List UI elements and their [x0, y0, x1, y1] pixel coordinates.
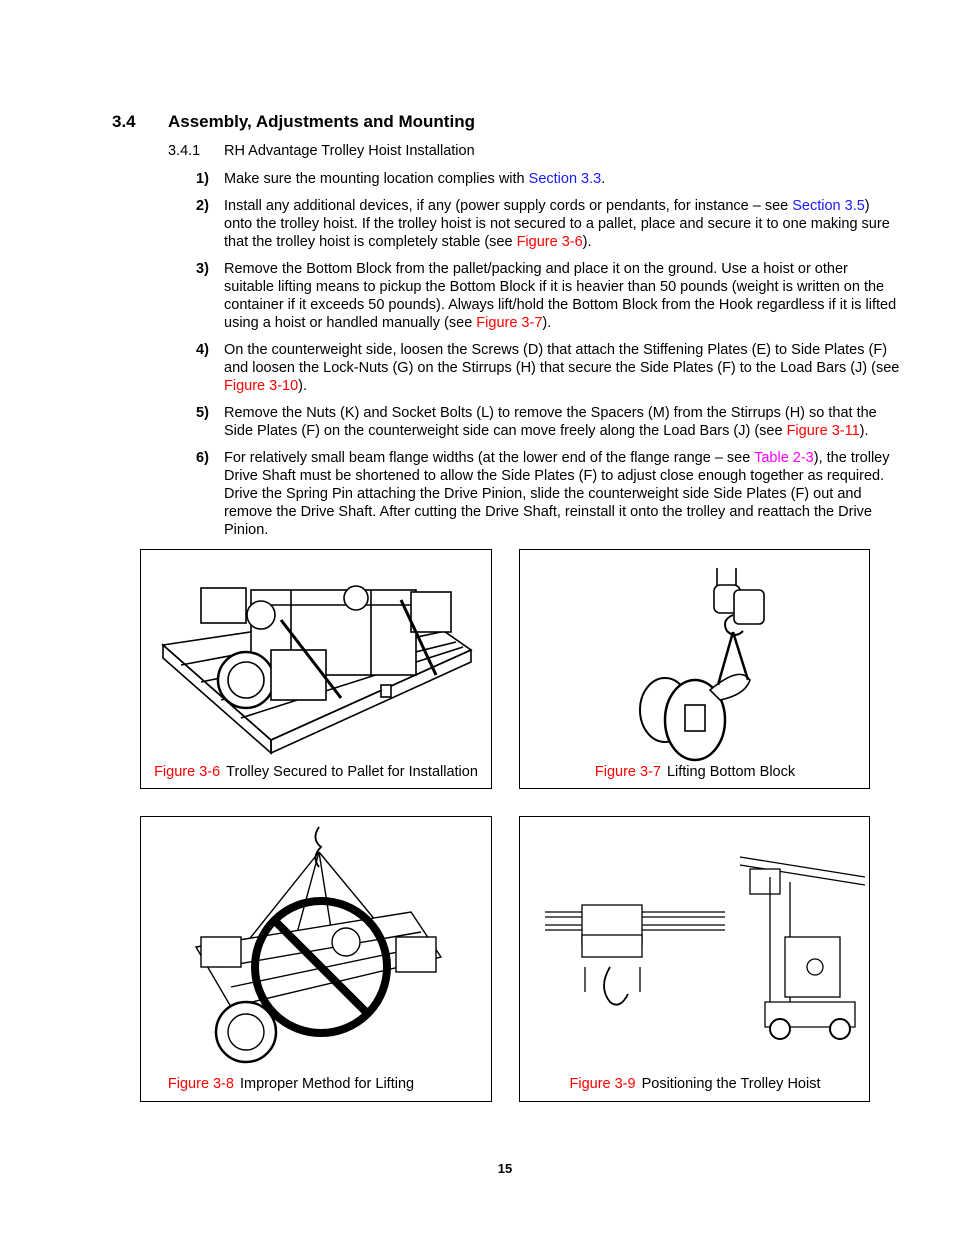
link-table-2-3[interactable]: Table 2-3 — [754, 450, 814, 466]
improper-lifting-illustration — [141, 817, 491, 1101]
figure-caption — [595, 764, 796, 780]
figure-caption — [168, 1076, 414, 1092]
figure-ref: Figure 3-7 — [594, 764, 661, 780]
trolley-on-pallet-illustration — [141, 550, 491, 788]
link-figure-3-6[interactable]: Figure 3-6 — [516, 234, 583, 250]
step-number: 3) — [196, 261, 209, 277]
link-section-3-5[interactable]: Section 3.5 — [792, 198, 865, 214]
subsection-title: RH Advantage Trolley Hoist Installation — [224, 143, 475, 159]
section-heading — [112, 112, 475, 132]
section-title: Assembly, Adjustments and Mounting — [168, 112, 475, 131]
positioning-trolley-illustration — [520, 817, 869, 1101]
figure-3-8 — [140, 816, 492, 1102]
step-number: 4) — [196, 342, 209, 358]
figure-caption-text: Trolley Secured to Pallet for Installation — [226, 764, 478, 780]
subsection-number: 3.4.1 — [168, 143, 201, 159]
installation-steps — [196, 170, 901, 548]
step-number: 1) — [196, 171, 209, 187]
figure-ref: Figure 3-8 — [167, 1076, 234, 1092]
step-6: 6) For relatively small beam flange widths (at the lower end of the flange range – see Table 2-3), the trolley Drive Shaft must be shortened to allow the Side Plates (F) to adjust close enough together as required. Drive the Spring Pin attaching the Drive Pinion, slide the counterweight side Side Plates (F) out and remove the Drive Shaft. After cutting the Drive Shaft, reinstall it onto the trolley and reattach the Drive Pinion. — [196, 450, 890, 538]
figure-3-6 — [140, 549, 492, 789]
figure-ref: Figure 3-6 — [154, 764, 221, 780]
lifting-bottom-block-illustration — [520, 550, 869, 788]
link-section-3-3[interactable]: Section 3.3 — [528, 171, 602, 187]
link-figure-3-11[interactable]: Figure 3-11 — [786, 423, 860, 439]
link-figure-3-10[interactable]: Figure 3-10 — [224, 378, 299, 394]
subsection-heading — [168, 143, 475, 159]
figure-caption — [569, 1076, 820, 1092]
step-1: 1) Make sure the mounting location complies with Section 3.3. — [196, 171, 606, 187]
step-number: 5) — [196, 405, 209, 421]
page-number: 15 — [497, 1161, 513, 1176]
figure-3-9 — [519, 816, 870, 1102]
step-3: 3) Remove the Bottom Block from the pallet/packing and place it on the ground. Use a hoist or other suitable lifting means to pickup the Bottom Block if it is heavier than 50 pounds (weight is written on the container if it exceeds 50 pounds). Always lift/hold the Bottom Block from the Hook regardless if it is lifted using a hoist or handled manually (see Figure 3-7). — [196, 261, 897, 331]
step-number: 2) — [196, 198, 209, 214]
figure-caption — [154, 764, 478, 780]
figure-3-7 — [519, 549, 870, 789]
figure-caption-text: Lifting Bottom Block — [666, 764, 796, 780]
step-number: 6) — [196, 450, 209, 466]
step-4: 4) On the counterweight side, loosen the Screws (D) that attach the Stiffening Plates (E) to Side Plates (F) and loosen the Lock-Nuts (G) on the Stirrups (H) that secure the Side Plates (F) to the Load Bars (J) (see Figure 3-10). — [196, 342, 900, 394]
link-figure-3-7[interactable]: Figure 3-7 — [476, 315, 543, 331]
figure-caption-text: Positioning the Trolley Hoist — [641, 1076, 821, 1092]
figure-caption-text: Improper Method for Lifting — [240, 1076, 415, 1092]
section-number: 3.4 — [112, 112, 136, 131]
step-5: 5) Remove the Nuts (K) and Socket Bolts (L) to remove the Spacers (M) from the Stirrups (H) so that the Side Plates (F) on the counterweight side can move freely along the Load Bars (J) (see Figure 3-11). — [196, 405, 877, 439]
step-2: 2) Install any additional devices, if any (power supply cords or pendants, for instance – see Section 3.5) onto the trolley hoist. If the trolley hoist is not secured to a pallet, place and secure it to one making sure that the trolley hoist is completely stable (see Figure 3-6). — [196, 198, 890, 250]
figure-ref: Figure 3-9 — [569, 1076, 636, 1092]
